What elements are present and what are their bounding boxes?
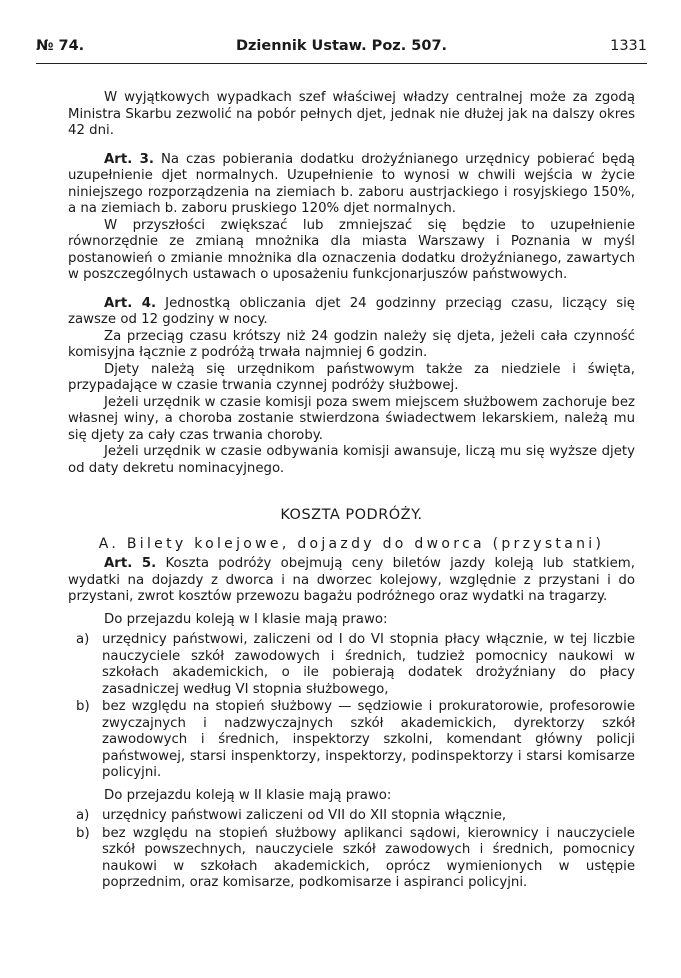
class-1-list xyxy=(68,632,635,782)
class-2-list xyxy=(68,808,635,892)
list-item-text: urzędnicy państwowi, zaliczeni od I do VI stopnia płacy włącznie, w tej liczbie nauczyciele szkół zawodowych i średnich, tudzież pomocnicy naukowi w szkołach akademickich, o ile pobierają dodatek drożyźniany do płacy zasadniczej według VI stopnia służbowego, xyxy=(102,632,635,697)
issue-number: № 74. xyxy=(36,38,85,54)
list-item xyxy=(68,826,635,892)
section-title: KOSZTA PODRÓŻY. xyxy=(280,507,423,523)
section-subtitle: A. Bilety kolejowe, dojazdy do dworca (przystani) xyxy=(98,535,605,552)
article-4-paragraph-3: Djety należą się urzędnikom państwowym także za niedziele i święta, przypadające w czasie trwania czynnej podróży służbowej. xyxy=(68,361,635,393)
article-4-paragraph-5: Jeżeli urzędnik w czasie odbywania komisji awansuje, liczą mu się wyższe djety od daty dekretu nominacyjnego. xyxy=(68,444,635,476)
list-item-text: urzędnicy państwowi zaliczeni od VII do XII stopnia włącznie, xyxy=(102,808,507,823)
article-5-text: Koszta podróży obejmują ceny biletów jazdy koleją lub statkiem, wydatki na dojazdy z dworca i na dworzec kolejowy, względnie z przystani i do przystani, zwrot kosztów przewozu bagażu podróżnego oraz wydatki na tragarzy. xyxy=(68,556,635,604)
article-4-paragraph-4: Jeżeli urzędnik w czasie komisji poza swem miejscem służbowem zachoruje bez własnej winy, a choroba zostanie stwierdzona świadectwem lekarskiem, należą mu się djety za cały czas trwania choroby. xyxy=(68,394,635,443)
paragraph-exception: W wyjątkowych wypadkach szef właściwej władzy centralnej może za zgodą Ministra Skarbu zezwolić na pobór pełnych djet, jednak nie dłużej jak na dalszy okres 42 dni. xyxy=(68,90,635,138)
list-marker: a) xyxy=(76,632,90,647)
list-item-text: bez względu na stopień służbowy — sędziowie i prokuratorowie, profesorowie zwyczajnych i nadzwyczajnych szkół akademickich, dyrektorzy szkół zawodowych i średnich, inspektorzy szkolni, komendant główny policji państwowej, starsi inspenktorzy, inspektorzy, podinspektorzy i starsi komisarze policyjni. xyxy=(102,699,635,780)
header-rule xyxy=(36,63,647,64)
list-marker: b) xyxy=(76,825,90,841)
article-3-text: Na czas pobierania dodatku drożyźnianego urzędnicy pobierać będą uzupełnienie djet normalnych. Uzupełnienie to wynosi w chwili wejścia w życie niniejszego rozporządzenia na ziemiach b. zaboru austrjackiego i rosyjskiego 150%, a na ziemiach b. zaboru pruskiego 120% djet normalnych. xyxy=(68,151,635,216)
document-body xyxy=(68,90,635,893)
list-item xyxy=(68,808,635,825)
article-4-label: Art. 4. xyxy=(104,295,157,311)
journal-title: Dziennik Ustaw. Poz. 507. xyxy=(235,38,448,54)
article-4 xyxy=(68,296,635,329)
article-4-paragraph-2: Za przeciąg czasu krótszy niż 24 godzin należy się djeta, jeżeli cała czynność komisyjna łącznie z podróżą trwała najmniej 6 godzin. xyxy=(68,328,635,360)
list-item xyxy=(68,699,635,782)
article-4-text: Jednostką obliczania djet 24 godzinny przeciąg czasu, liczący się zawsze od 12 godziny w nocy. xyxy=(68,295,635,327)
list-marker: b) xyxy=(76,699,90,714)
article-3-label: Art. 3. xyxy=(104,151,154,167)
article-3 xyxy=(68,152,635,218)
list-marker: a) xyxy=(76,808,90,823)
article-3-paragraph-2: W przyszłości zwiększać lub zmniejszać się będzie to uzupełnienie równorzędnie ze zmianą mnożnika dla miasta Warszawy i Poznania w myśl postanowień o zmianie mnożnika dla oznaczenia dodatku drożyźnianego, zawartych w poszczególnych ustawach o uposażeniu funkcjonarjuszów państwowych. xyxy=(68,217,635,282)
list-item-text: bez względu na stopień służbowy aplikanci sądowi, kierownicy i nauczyciele szkół powszechnych, nauczyciele szkół zawodowych i średnich, pomocnicy naukowi w szkołach akademickich, oprócz wymienionych w ustępie poprzednim, oraz komisarze, podkomisarze i aspiranci policyjni. xyxy=(102,825,635,890)
article-5 xyxy=(68,556,635,606)
article-5-label: Art. 5. xyxy=(104,556,157,571)
class-1-intro: Do przejazdu koleją w I klasie mają prawo: xyxy=(104,611,388,627)
page-header xyxy=(36,38,647,60)
class-2-intro: Do przejazdu koleją w II klasie mają prawo: xyxy=(104,787,392,803)
page-number: 1331 xyxy=(610,38,647,54)
list-item xyxy=(68,632,635,698)
